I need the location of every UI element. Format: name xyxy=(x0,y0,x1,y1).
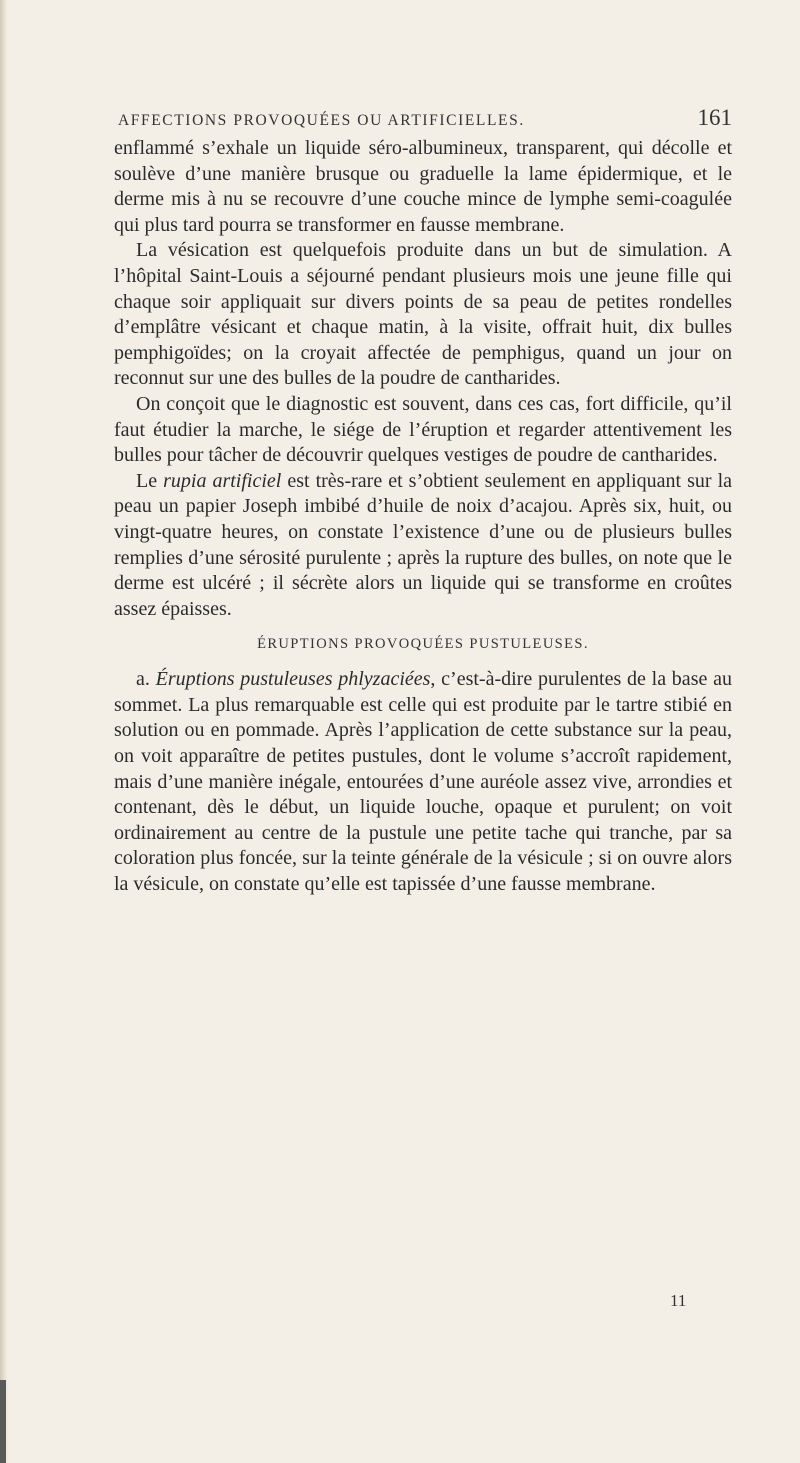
paragraph-rupia-term: rupia artificiel xyxy=(163,469,282,492)
running-head-title: AFFECTIONS PROVOQUÉES OU ARTIFICIELLES. xyxy=(118,112,525,129)
paragraph-rupia-body: est très-rare et s’obtient seulement en appliquant sur la peau un papier Joseph imbibé d’huile de noix d’acajou. Après six, huit, ou vingt-quatre heures, on constate l’existence d’une ou de plusieurs bulles remplies d’une sérosité purulente ; après la rupture des bulles, on note que le derme est ulcéré ; il sécrète alors un liquide qui se transforme en croûtes assez épaisses. xyxy=(114,469,732,620)
page-number: 161 xyxy=(697,105,732,130)
scan-edge xyxy=(0,0,8,1463)
page-content xyxy=(114,104,732,898)
paragraph-continuation: enflammé s’exhale un liquide séro-albumineux, transparent, qui décolle et soulève d’une manière brusque ou graduelle la lame épidermique, et le derme mis à nu se recouvre d’une couche mince de lymphe semi-coagulée qui plus tard pourra se transformer en fausse membrane. xyxy=(114,137,732,236)
paragraph-vesication: La vésication est quelquefois produite dans un but de simulation. A l’hôpital Saint-Louis a séjourné pendant plusieurs mois une jeune fille qui chaque soir appliquait sur divers points de sa peau de petites rondelles d’emplâtre vésicant et chaque matin, à la visite, offrait huit, dix bulles pemphigoïdes; on la croyait affectée de pemphigus, quand un jour on reconnut sur une des bulles de la poudre de cantharides. xyxy=(114,239,732,390)
paragraph-rupia-lead: Le xyxy=(136,469,164,492)
signature-mark: 11 xyxy=(670,1291,687,1310)
paragraph-pustuleuses-term: Éruptions pustuleuses phlyzaciées xyxy=(155,668,431,691)
paragraph-pustuleuses xyxy=(114,667,732,897)
section-heading: ÉRUPTIONS PROVOQUÉES PUSTULEUSES. xyxy=(257,636,589,653)
paragraph-pustuleuses-body: , c’est-à-dire purulentes de la base au sommet. La plus remarquable est celle qui est produite par le tartre stibié en solution ou en pommade. Après l’application de cette substance sur la peau, on voit apparaître de petites pustules, dont le volume s’accroît rapidement, mais d’une manière inégale, entourées d’une auréole assez vive, arrondies et contenant, dès le début, un liquide louche, opaque et purulent; on voit ordinairement au centre de la pustule une petite tache qui tranche, par sa coloration plus foncée, sur la teinte générale de la vésicule ; si on ouvre alors la vésicule, on constate qu’elle est tapissée d’une fausse membrane. xyxy=(114,668,732,896)
scan-edge-dark xyxy=(0,1380,6,1463)
paragraph-rupia xyxy=(114,469,732,623)
paragraph-pustuleuses-lead: a. xyxy=(136,668,156,691)
paragraph-diagnostic: On conçoit que le diagnostic est souvent, dans ces cas, fort difficile, qu’il faut étudier la marche, le siége de l’éruption et regarder attentivement les bulles pour tâcher de découvrir quelques vestiges de poudre de cantharides. xyxy=(114,392,732,467)
running-head xyxy=(114,104,732,134)
